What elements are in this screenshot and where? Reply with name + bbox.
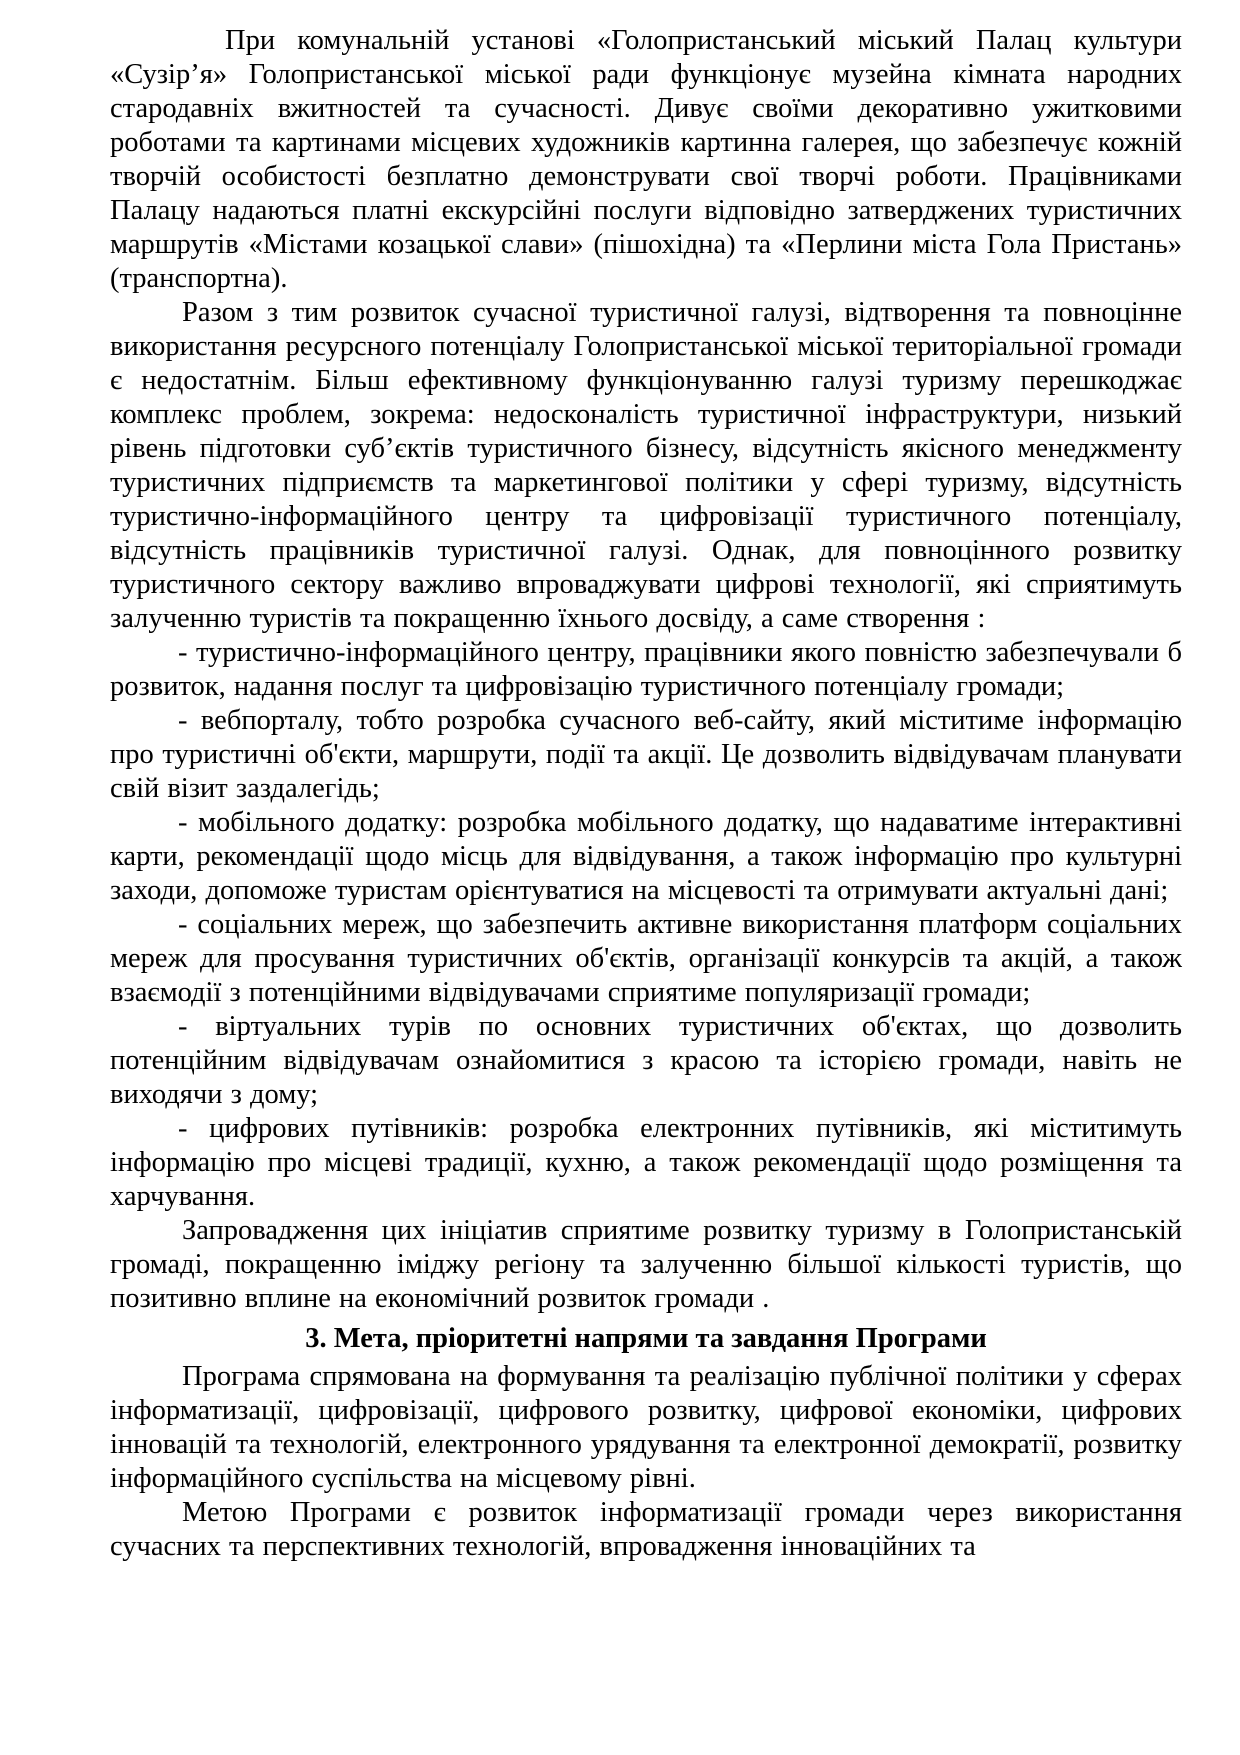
bullet-item: - соціальних мереж, що забезпечить активне використання платформ соціальних мереж для просування туристичних об'єктів, організації конкурсів та акцій, а також взаємодії з потенційними відвідувачами сприятиме популяризації громади; bbox=[110, 909, 1182, 1008]
bullet-item: - цифрових путівників: розробка електронних путівників, які міститимуть інформацію про місцеві традиції, кухню, а також рекомендації щодо розміщення та харчування. bbox=[110, 1113, 1182, 1212]
section-heading: 3. Мета, пріоритетні напрями та завдання Програми bbox=[305, 1323, 987, 1354]
paragraph: Програма спрямована на формування та реалізацію публічної політики у сферах інформатизації, цифровізації, цифрового розвитку, цифрової економіки, цифрових інновацій та технологій, електронного урядування та електронної демократії, розвитку інформаційного суспільства на місцевому рівні. bbox=[110, 1361, 1182, 1494]
bullet-item: - вебпорталу, тобто розробка сучасного веб-сайту, який міститиме інформацію про туристичні об'єкти, маршрути, події та акції. Це дозволить відвідувачам планувати свій візит заздалегідь; bbox=[110, 705, 1182, 804]
paragraph: Запровадження цих ініціатив сприятиме розвитку туризму в Голопристанській громаді, покращенню іміджу регіону та залученню більшої кількості туристів, що позитивно вплине на економічний розвиток громади . bbox=[110, 1215, 1182, 1314]
bullet-item: - туристично-інформаційного центру, працівники якого повністю забезпечували б розвиток, надання послуг та цифровізацію туристичного потенціалу громади; bbox=[110, 637, 1182, 702]
paragraph: При комунальній установі «Голопристанський міський Палац культури «Сузір’я» Голопристанської міської ради функціонує музейна кімната народних стародавніх вжитностей та сучасності. Дивує своїми декоративно ужитковими роботами та картинами місцевих художників картинна галерея, що забезпечує кожній творчій особистості безплатно демонструвати свої творчі роботи. Працівниками Палацу надаються платні екскурсійні послуги відповідно затверджених туристичних маршрутів «Містами козацької слави» (пішохідна) та «Перлини міста Гола Пристань» (транспортна). bbox=[110, 25, 1182, 294]
bullet-item: - мобільного додатку: розробка мобільного додатку, що надаватиме інтерактивні карти, рекомендації щодо місць для відвідування, а також інформацію про культурні заходи, допоможе туристам орієнтуватися на місцевості та отримувати актуальні дані; bbox=[110, 807, 1182, 906]
bullet-item: - віртуальних турів по основних туристичних об'єктах, що дозволить потенційним відвідувачам ознайомитися з красою та історією громади, навіть не виходячи з дому; bbox=[110, 1011, 1182, 1110]
paragraph: Разом з тим розвиток сучасної туристичної галузі, відтворення та повноцінне використання ресурсного потенціалу Голопристанської міської територіальної громади є недостатнім. Більш ефективному функціонуванню галузі туризму перешкоджає комплекс проблем, зокрема: недосконалість туристичної інфраструктури, низький рівень підготовки суб’єктів туристичного бізнесу, відсутність якісного менеджменту туристичних підприємств та маркетингової політики у сфері туризму, відсутність туристично-інформаційного центру та цифровізації туристичного потенціалу, відсутність працівників туристичної галузі. Однак, для повноцінного розвитку туристичного сектору важливо впроваджувати цифрові технології, які сприятимуть залученню туристів та покращенню їхнього досвіду, а саме створення : bbox=[110, 297, 1182, 634]
paragraph: Метою Програми є розвиток інформатизації громади через використання сучасних та перспективних технологій, впровадження інноваційних та bbox=[110, 1497, 1182, 1562]
